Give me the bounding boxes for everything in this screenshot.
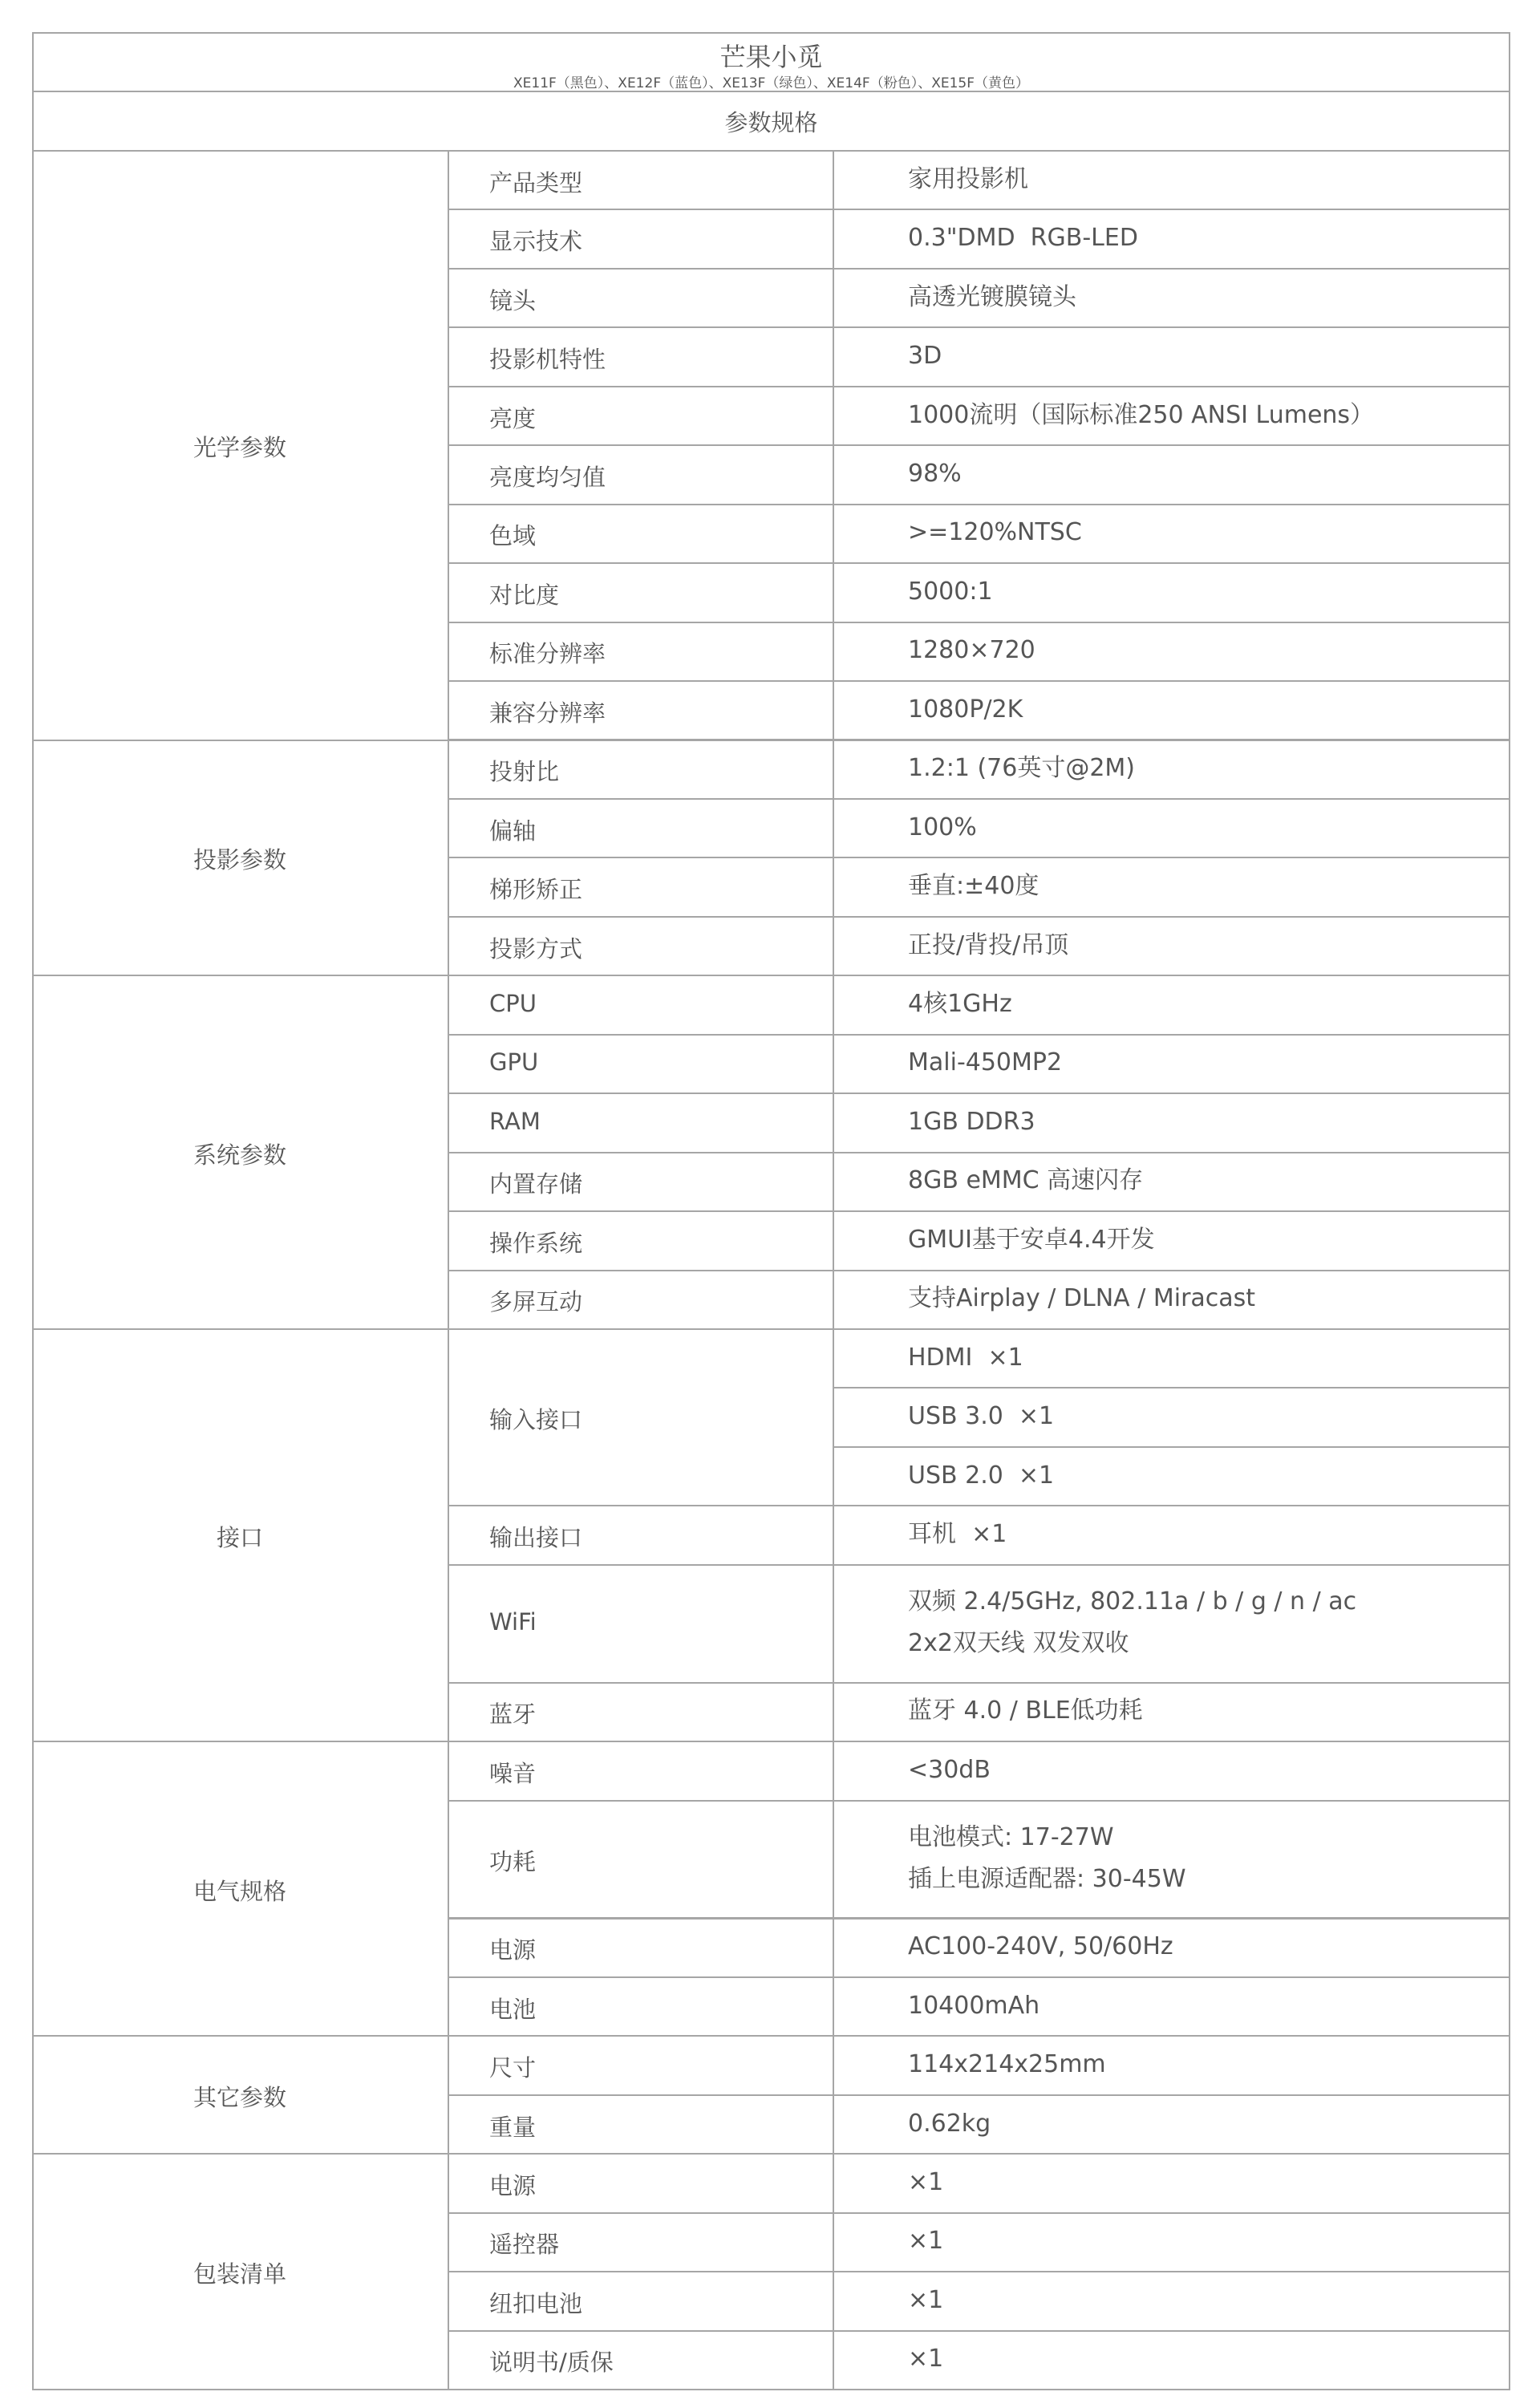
spec-value: 正投/背投/吊顶 <box>908 930 1069 959</box>
spec-label: 亮度均匀值 <box>489 463 606 491</box>
spec-label: 遥控器 <box>489 2231 560 2259</box>
spec-value: Mali-450MP2 <box>908 1048 1063 1077</box>
spec-label: RAM <box>489 1107 541 1135</box>
spec-label: 纽扣电池 <box>489 2289 583 2317</box>
spec-label: 显示技术 <box>489 228 583 256</box>
spec-value: 100% <box>908 813 977 841</box>
spec-label: 电池 <box>489 1995 537 2023</box>
spec-label: 投射比 <box>489 758 560 786</box>
product-title: 芒果小觅 <box>719 42 823 72</box>
spec-value: 0.3"DMD RGB-LED <box>908 224 1138 253</box>
table-subtitle: 参数规格 <box>724 109 818 136</box>
spec-value: 支持Airplay / DLNA / Miracast <box>908 1284 1256 1313</box>
section-name: 电气规格 <box>192 1877 286 1905</box>
spec-value: 家用投影机 <box>908 164 1028 193</box>
spec-value: 1.2:1 (76英寸@2M) <box>908 754 1135 783</box>
spec-label: 投影机特性 <box>489 346 606 374</box>
spec-value: 高透光镀膜镜头 <box>908 282 1076 311</box>
model-variants: XE11F（黑色）、XE12F（蓝色）、XE13F（绿色）、XE14F（粉色）、XE15F（黄色） <box>513 75 1029 91</box>
spec-value: 双频 2.4/5GHz, 802.11a / b / g / n / ac 2x2双天线 双发双收 <box>908 1587 1357 1658</box>
spec-value: ×1 <box>908 2345 944 2374</box>
spec-value: 8GB eMMC 高速闪存 <box>908 1166 1144 1195</box>
section-name: 系统参数 <box>192 1141 286 1169</box>
spec-value: 5000:1 <box>908 577 993 606</box>
spec-value: ×1 <box>908 2168 944 2197</box>
spec-value: USB 2.0 ×1 <box>908 1461 1055 1490</box>
spec-label: GPU <box>489 1048 539 1076</box>
spec-label: 输出接口 <box>489 1524 583 1552</box>
spec-label: 操作系统 <box>489 1229 583 1257</box>
spec-value: 垂直:±40度 <box>908 872 1040 901</box>
spec-label: 内置存储 <box>489 1170 583 1198</box>
spec-value: 10400mAh <box>908 1991 1040 2020</box>
spec-label: 噪音 <box>489 1759 537 1787</box>
spec-value: HDMI ×1 <box>908 1343 1023 1372</box>
spec-label: 投影方式 <box>489 934 583 963</box>
spec-label: 亮度 <box>489 404 537 432</box>
spec-label: 镜头 <box>489 286 537 314</box>
spec-label: CPU <box>489 990 537 1018</box>
section-name: 其它参数 <box>192 2083 286 2111</box>
spec-value: 1080P/2K <box>908 695 1023 724</box>
spec-label: 对比度 <box>489 581 560 609</box>
spec-value: 0.62kg <box>908 2109 991 2138</box>
section-name: 包装清单 <box>192 2260 286 2288</box>
spec-label: 说明书/质保 <box>489 2349 614 2377</box>
spec-table <box>32 32 1510 2383</box>
spec-value: 蓝牙 4.0 / BLE低功耗 <box>908 1697 1143 1725</box>
spec-value: USB 3.0 ×1 <box>908 1402 1055 1431</box>
spec-value: 电池模式: 17-27W 插上电源适配器: 30-45W <box>908 1823 1186 1894</box>
spec-value: 114x214x25mm <box>908 2050 1106 2079</box>
spec-value: ×1 <box>908 2285 944 2314</box>
spec-value: 3D <box>908 342 942 371</box>
spec-value: 1GB DDR3 <box>908 1107 1035 1136</box>
spec-label: 输入接口 <box>489 1406 583 1434</box>
spec-label: 电源 <box>489 2172 537 2200</box>
spec-value: 4核1GHz <box>908 990 1012 1019</box>
spec-label: WiFi <box>489 1608 537 1636</box>
spec-label: 重量 <box>489 2113 537 2141</box>
section-name: 接口 <box>216 1524 263 1552</box>
spec-value: 1280×720 <box>908 636 1035 665</box>
spec-label: 蓝牙 <box>489 1701 537 1729</box>
spec-value: >=120%NTSC <box>908 518 1082 547</box>
spec-value: ×1 <box>908 2227 944 2256</box>
spec-value: <30dB <box>908 1755 991 1784</box>
spec-label: 功耗 <box>489 1848 537 1876</box>
spec-value: 1000流明（国际标准250 ANSI Lumens） <box>908 400 1375 429</box>
spec-value: GMUI基于安卓4.4开发 <box>908 1225 1155 1254</box>
spec-value: 耳机 ×1 <box>908 1520 1007 1549</box>
spec-label: 多屏互动 <box>489 1288 583 1316</box>
spec-label: 产品类型 <box>489 168 583 197</box>
spec-label: 标准分辨率 <box>489 640 606 668</box>
spec-label: 尺寸 <box>489 2054 537 2082</box>
spec-label: 兼容分辨率 <box>489 699 606 727</box>
spec-value: 98% <box>908 459 962 488</box>
spec-label: 色域 <box>489 522 537 550</box>
spec-label: 梯形矫正 <box>489 876 583 904</box>
section-name: 光学参数 <box>192 434 286 462</box>
section-name: 投影参数 <box>192 846 286 874</box>
spec-label: 电源 <box>489 1936 537 1964</box>
spec-label: 偏轴 <box>489 817 537 845</box>
spec-value: AC100-240V, 50/60Hz <box>908 1932 1173 1961</box>
